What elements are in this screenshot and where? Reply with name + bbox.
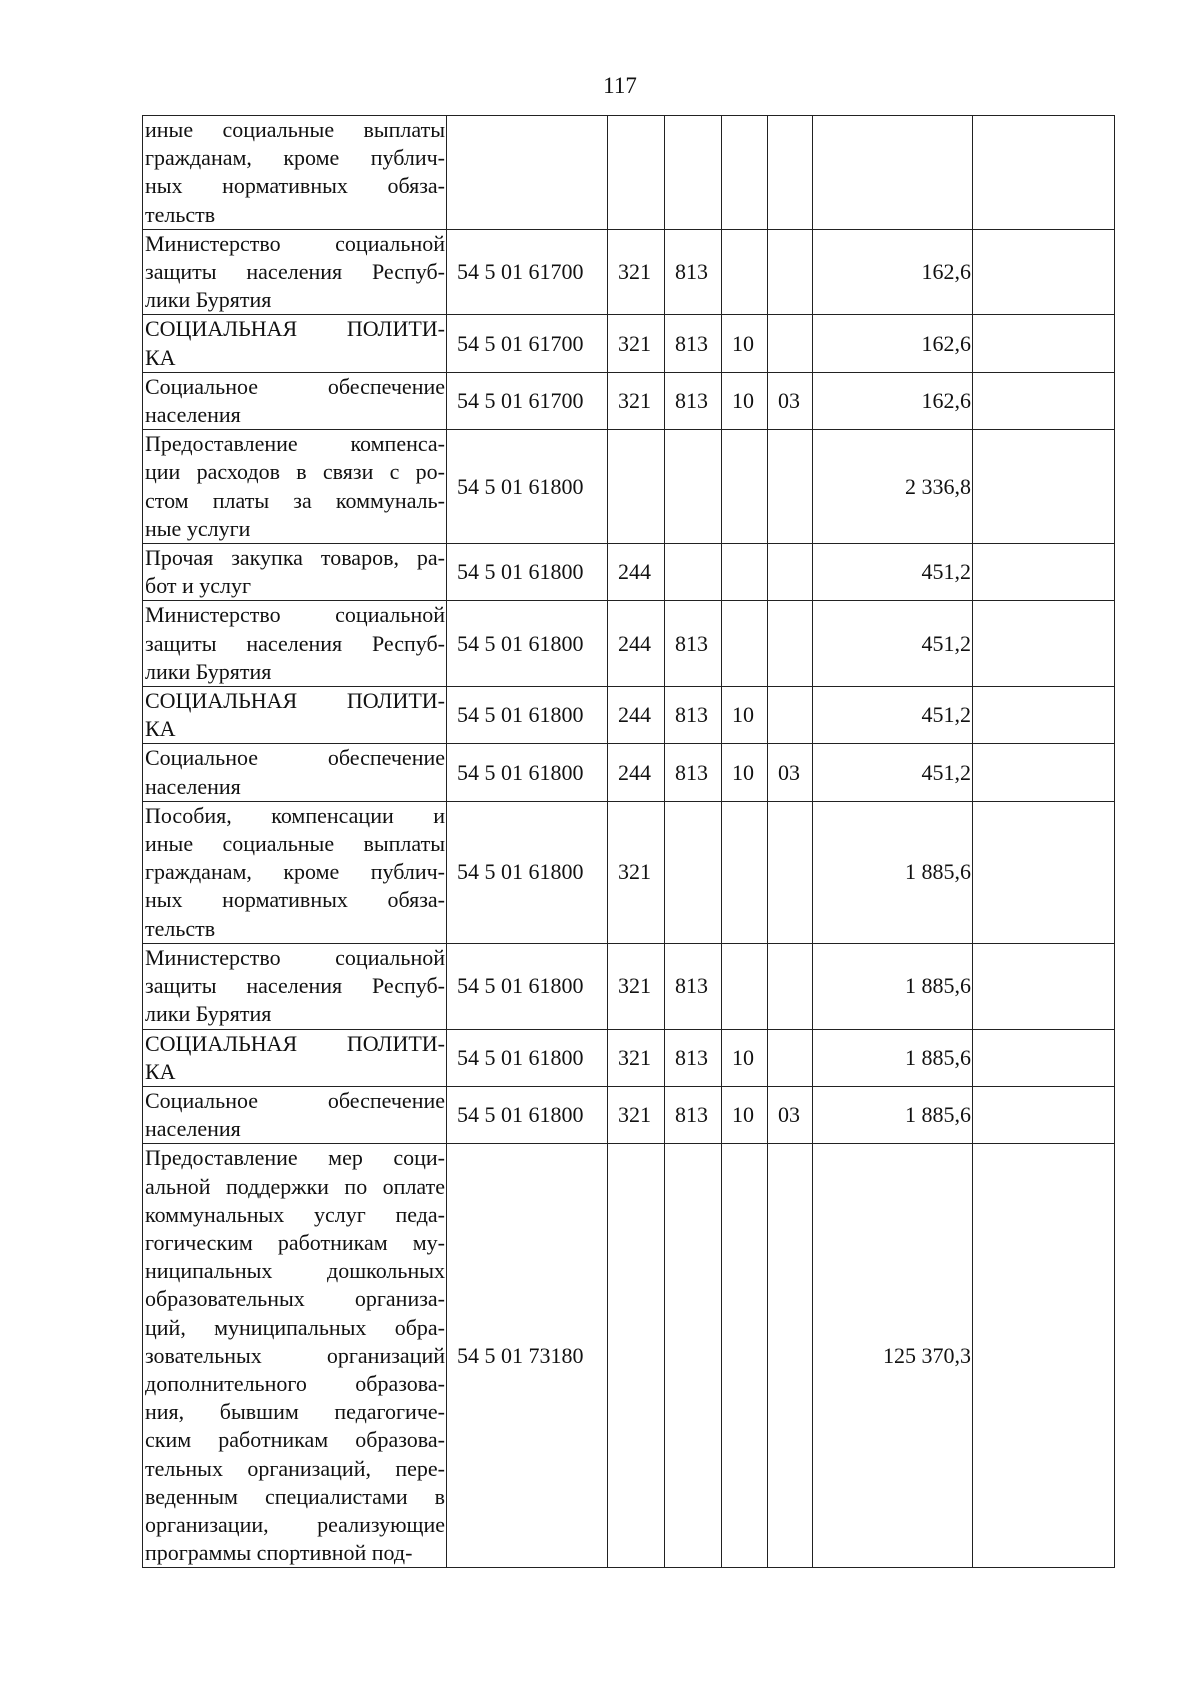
empty-cell xyxy=(973,1144,1115,1568)
item-name-line: ных нормативных обяза- xyxy=(145,887,445,913)
empty-cell xyxy=(973,1086,1115,1143)
section-cell xyxy=(722,430,768,544)
table-row xyxy=(143,315,1115,372)
section-cell xyxy=(722,943,768,1029)
subsection-cell xyxy=(768,229,813,315)
amount-cell: 451,2 xyxy=(813,687,973,744)
item-name-cell xyxy=(143,1029,447,1086)
target-article-cell: 54 5 01 61800 xyxy=(447,544,608,601)
table-row xyxy=(143,744,1115,801)
subsection-cell xyxy=(768,116,813,230)
item-name-line: КА xyxy=(145,344,176,370)
subsection-cell xyxy=(768,943,813,1029)
section-cell xyxy=(722,229,768,315)
item-name-line: коммунальных услуг педа- xyxy=(145,1201,445,1227)
target-article-cell: 54 5 01 61800 xyxy=(447,430,608,544)
item-name-line: Социальное обеспечение xyxy=(145,1087,445,1113)
empty-cell xyxy=(973,116,1115,230)
expense-type-cell: 321 xyxy=(608,801,665,943)
item-name-line: ные услуги xyxy=(145,515,251,541)
amount-cell: 1 885,6 xyxy=(813,801,973,943)
table-row xyxy=(143,687,1115,744)
expense-type-cell: 244 xyxy=(608,601,665,687)
item-name-line: дополнительного образова- xyxy=(145,1370,445,1396)
item-name-line: зовательных организаций xyxy=(145,1342,445,1368)
expense-type-cell: 321 xyxy=(608,315,665,372)
expense-type-cell xyxy=(608,116,665,230)
administrator-cell: 813 xyxy=(665,601,722,687)
administrator-cell: 813 xyxy=(665,315,722,372)
empty-cell xyxy=(973,1029,1115,1086)
item-name-line: тельных организаций, пере- xyxy=(145,1455,445,1481)
item-name-line: альной поддержки по оплате xyxy=(145,1173,445,1199)
item-name-line: гогическим работникам му- xyxy=(145,1229,445,1255)
administrator-cell xyxy=(665,116,722,230)
table-row xyxy=(143,1029,1115,1086)
item-name-line: лики Бурятия xyxy=(145,287,272,313)
subsection-cell xyxy=(768,687,813,744)
administrator-cell: 813 xyxy=(665,687,722,744)
item-name-line: Пособия, компенсации и xyxy=(145,802,445,828)
section-cell xyxy=(722,116,768,230)
item-name-line: населения xyxy=(145,1116,241,1142)
expense-type-cell: 321 xyxy=(608,1086,665,1143)
item-name-cell xyxy=(143,1086,447,1143)
item-name-line: ции расходов в связи с ро- xyxy=(145,459,445,485)
item-name-line: СОЦИАЛЬНАЯ ПОЛИТИ- xyxy=(145,1030,445,1056)
subsection-cell: 03 xyxy=(768,372,813,429)
item-name-cell xyxy=(143,1144,447,1568)
amount-cell: 125 370,3 xyxy=(813,1144,973,1568)
item-name-line: Министерство социальной xyxy=(145,944,445,970)
subsection-cell xyxy=(768,430,813,544)
expense-type-cell: 321 xyxy=(608,372,665,429)
item-name-line: СОЦИАЛЬНАЯ ПОЛИТИ- xyxy=(145,688,445,714)
item-name-cell xyxy=(143,116,447,230)
target-article-cell: 54 5 01 61800 xyxy=(447,1086,608,1143)
subsection-cell xyxy=(768,1144,813,1568)
item-name-line: иные социальные выплаты xyxy=(145,831,445,857)
amount-cell: 1 885,6 xyxy=(813,1086,973,1143)
item-name-line: веденным специалистами в xyxy=(145,1483,445,1509)
item-name-cell xyxy=(143,943,447,1029)
amount-cell: 162,6 xyxy=(813,229,973,315)
target-article-cell: 54 5 01 61800 xyxy=(447,1029,608,1086)
empty-cell xyxy=(973,430,1115,544)
item-name-cell xyxy=(143,544,447,601)
table-row xyxy=(143,430,1115,544)
item-name-line: населения xyxy=(145,402,241,428)
table-body xyxy=(143,116,1115,1568)
subsection-cell xyxy=(768,544,813,601)
item-name-line: защиты населения Респуб- xyxy=(145,259,445,285)
administrator-cell xyxy=(665,801,722,943)
item-name-line: ния, бывшим педагогиче- xyxy=(145,1399,445,1425)
budget-table xyxy=(142,115,1115,1568)
item-name-line: тельств xyxy=(145,201,216,227)
item-name-cell xyxy=(143,229,447,315)
item-name-line: Социальное обеспечение xyxy=(145,745,445,771)
amount-cell: 162,6 xyxy=(813,315,973,372)
item-name-line: Социальное обеспечение xyxy=(145,373,445,399)
target-article-cell: 54 5 01 61700 xyxy=(447,229,608,315)
amount-cell: 451,2 xyxy=(813,744,973,801)
item-name-line: Министерство социальной xyxy=(145,230,445,256)
page-number: 117 xyxy=(603,73,637,98)
empty-cell xyxy=(973,601,1115,687)
amount-cell: 1 885,6 xyxy=(813,1029,973,1086)
amount-cell xyxy=(813,116,973,230)
item-name-line: Министерство социальной xyxy=(145,602,445,628)
table-row xyxy=(143,544,1115,601)
item-name-line: стом платы за коммуналь- xyxy=(145,487,445,513)
target-article-cell: 54 5 01 61800 xyxy=(447,943,608,1029)
item-name-line: гражданам, кроме публич- xyxy=(145,145,445,171)
item-name-line: СОЦИАЛЬНАЯ ПОЛИТИ- xyxy=(145,316,445,342)
target-article-cell: 54 5 01 61700 xyxy=(447,315,608,372)
table-row xyxy=(143,1086,1115,1143)
subsection-cell xyxy=(768,1029,813,1086)
expense-type-cell: 244 xyxy=(608,544,665,601)
item-name-line: КА xyxy=(145,716,176,742)
item-name-cell xyxy=(143,687,447,744)
empty-cell xyxy=(973,943,1115,1029)
section-cell xyxy=(722,801,768,943)
table-row xyxy=(143,943,1115,1029)
expense-type-cell: 321 xyxy=(608,1029,665,1086)
empty-cell xyxy=(973,744,1115,801)
expense-type-cell: 321 xyxy=(608,229,665,315)
section-cell: 10 xyxy=(722,315,768,372)
table-row xyxy=(143,229,1115,315)
expense-type-cell: 321 xyxy=(608,943,665,1029)
table-row xyxy=(143,116,1115,230)
table-row xyxy=(143,372,1115,429)
item-name-cell xyxy=(143,372,447,429)
item-name-line: ниципальных дошкольных xyxy=(145,1258,445,1284)
subsection-cell: 03 xyxy=(768,744,813,801)
section-cell xyxy=(722,544,768,601)
item-name-cell xyxy=(143,430,447,544)
target-article-cell: 54 5 01 73180 xyxy=(447,1144,608,1568)
table-row xyxy=(143,801,1115,943)
item-name-line: бот и услуг xyxy=(145,573,252,599)
empty-cell xyxy=(973,544,1115,601)
section-cell: 10 xyxy=(722,1029,768,1086)
target-article-cell: 54 5 01 61800 xyxy=(447,687,608,744)
target-article-cell: 54 5 01 61800 xyxy=(447,744,608,801)
item-name-line: ных нормативных обяза- xyxy=(145,173,445,199)
target-article-cell xyxy=(447,116,608,230)
item-name-line: защиты населения Респуб- xyxy=(145,630,445,656)
section-cell: 10 xyxy=(722,744,768,801)
amount-cell: 451,2 xyxy=(813,601,973,687)
target-article-cell: 54 5 01 61800 xyxy=(447,801,608,943)
item-name-cell xyxy=(143,801,447,943)
item-name-line: КА xyxy=(145,1058,176,1084)
item-name-line: ций, муниципальных обра- xyxy=(145,1314,445,1340)
table-row xyxy=(143,601,1115,687)
target-article-cell: 54 5 01 61700 xyxy=(447,372,608,429)
item-name-line: Прочая закупка товаров, ра- xyxy=(145,545,445,571)
item-name-line: ским работникам образова- xyxy=(145,1427,445,1453)
expense-type-cell xyxy=(608,1144,665,1568)
administrator-cell: 813 xyxy=(665,372,722,429)
subsection-cell: 03 xyxy=(768,1086,813,1143)
expense-type-cell: 244 xyxy=(608,744,665,801)
administrator-cell xyxy=(665,1144,722,1568)
item-name-cell xyxy=(143,601,447,687)
administrator-cell: 813 xyxy=(665,744,722,801)
item-name-line: гражданам, кроме публич- xyxy=(145,859,445,885)
item-name-line: тельств xyxy=(145,915,216,941)
item-name-line: организации, реализующие xyxy=(145,1511,445,1537)
administrator-cell xyxy=(665,430,722,544)
item-name-line: Предоставление мер соци- xyxy=(145,1145,445,1171)
item-name-line: Предоставление компенса- xyxy=(145,431,445,457)
subsection-cell xyxy=(768,801,813,943)
item-name-cell xyxy=(143,315,447,372)
administrator-cell: 813 xyxy=(665,1029,722,1086)
empty-cell xyxy=(973,687,1115,744)
amount-cell: 451,2 xyxy=(813,544,973,601)
item-name-line: образовательных организа- xyxy=(145,1286,445,1312)
empty-cell xyxy=(973,372,1115,429)
item-name-line: населения xyxy=(145,773,241,799)
section-cell: 10 xyxy=(722,687,768,744)
target-article-cell: 54 5 01 61800 xyxy=(447,601,608,687)
item-name-line: лики Бурятия xyxy=(145,658,272,684)
amount-cell: 162,6 xyxy=(813,372,973,429)
administrator-cell xyxy=(665,544,722,601)
empty-cell xyxy=(973,801,1115,943)
amount-cell: 2 336,8 xyxy=(813,430,973,544)
item-name-line: защиты населения Респуб- xyxy=(145,973,445,999)
section-cell: 10 xyxy=(722,372,768,429)
expense-type-cell: 244 xyxy=(608,687,665,744)
item-name-cell xyxy=(143,744,447,801)
item-name-line: лики Бурятия xyxy=(145,1001,272,1027)
item-name-line: программы спортивной под- xyxy=(145,1540,413,1566)
administrator-cell: 813 xyxy=(665,229,722,315)
subsection-cell xyxy=(768,601,813,687)
empty-cell xyxy=(973,315,1115,372)
subsection-cell xyxy=(768,315,813,372)
section-cell xyxy=(722,601,768,687)
administrator-cell: 813 xyxy=(665,943,722,1029)
administrator-cell: 813 xyxy=(665,1086,722,1143)
item-name-line: иные социальные выплаты xyxy=(145,117,445,142)
table-row xyxy=(143,1144,1115,1568)
section-cell xyxy=(722,1144,768,1568)
empty-cell xyxy=(973,229,1115,315)
expense-type-cell xyxy=(608,430,665,544)
amount-cell: 1 885,6 xyxy=(813,943,973,1029)
section-cell: 10 xyxy=(722,1086,768,1143)
